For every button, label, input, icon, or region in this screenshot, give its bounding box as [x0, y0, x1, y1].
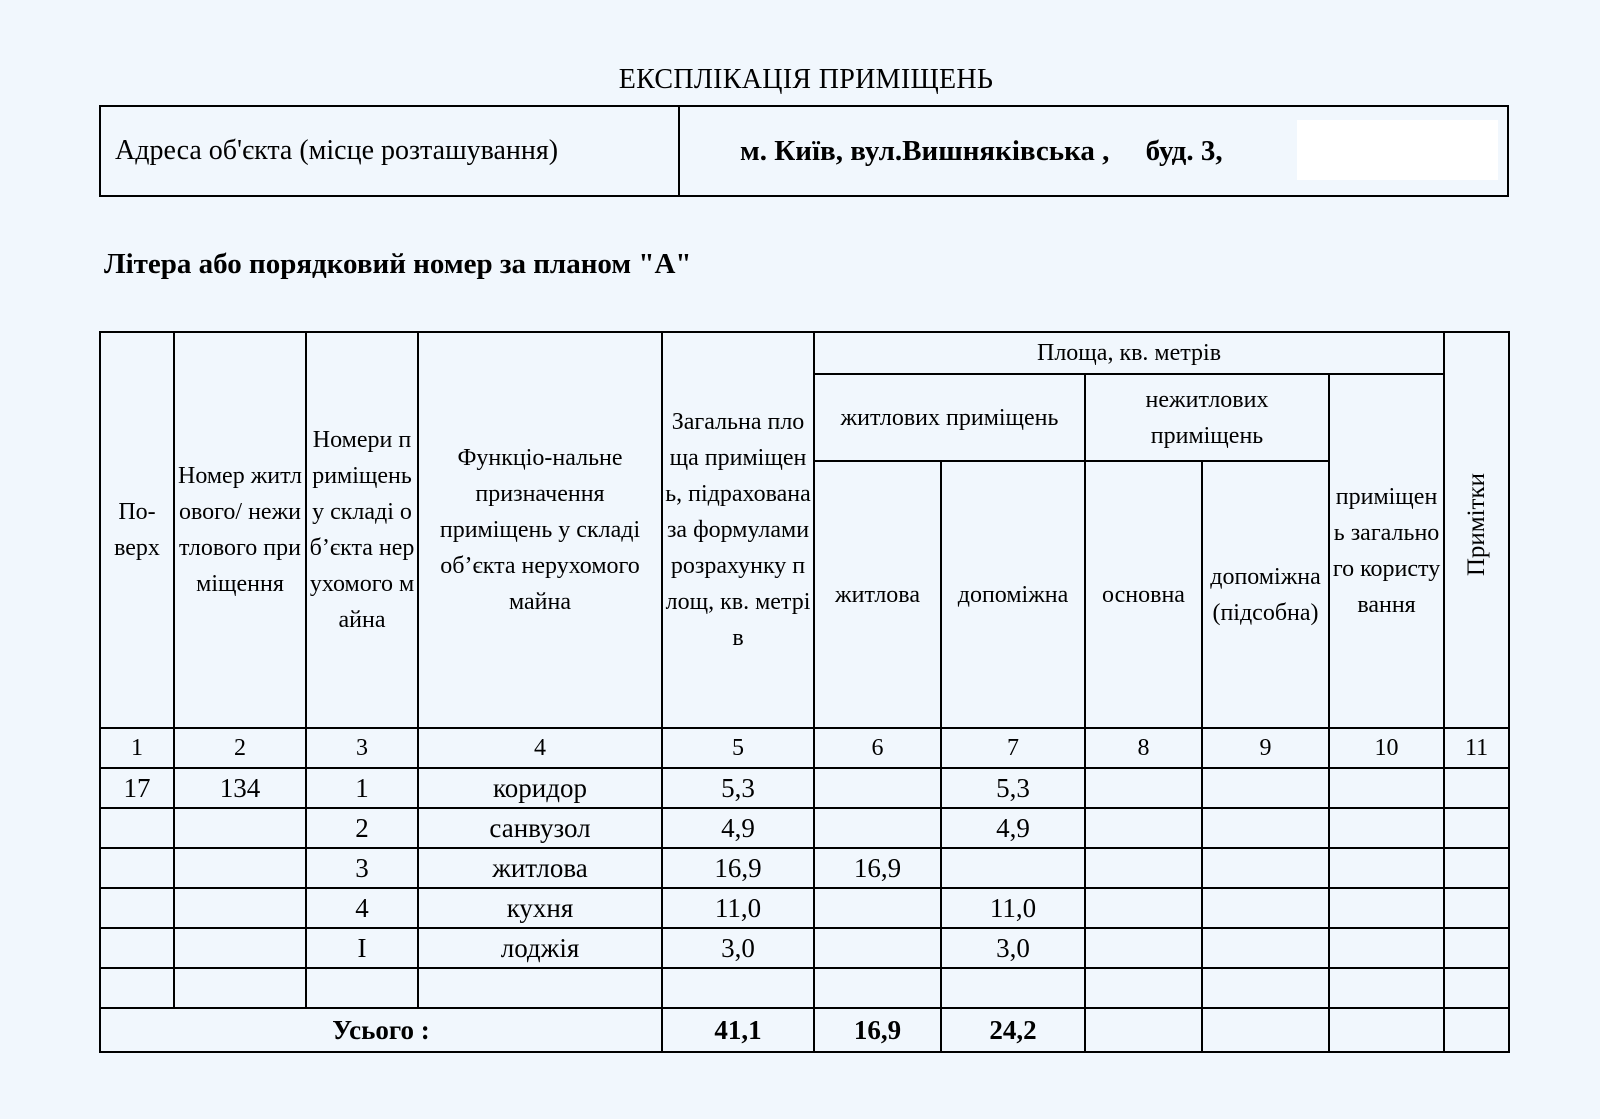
- table-row-empty: [100, 968, 1509, 1008]
- total-row: [100, 1008, 1509, 1052]
- cell-auxiliary-support: [1202, 808, 1329, 848]
- cell-unit: [174, 848, 306, 888]
- address-label: Адреса об'єкта (місце розташування): [101, 107, 680, 195]
- total-area-sum: 41,1: [662, 1008, 814, 1052]
- cell-residential: 16,9: [814, 848, 941, 888]
- column-number: 7: [941, 728, 1085, 768]
- table-row: [100, 768, 1509, 808]
- total-notes: [1444, 1008, 1509, 1052]
- header-area-group: Площа, кв. метрів: [814, 332, 1444, 374]
- cell-total: 11,0: [662, 888, 814, 928]
- cell-unit: [174, 888, 306, 928]
- cell-main: [1085, 848, 1202, 888]
- total-main-sum: [1085, 1008, 1202, 1052]
- cell-common-use: [1329, 848, 1444, 888]
- cell-floor: [100, 928, 174, 968]
- cell-residential: [814, 808, 941, 848]
- total-auxiliary-sum: 24,2: [941, 1008, 1085, 1052]
- cell-room: 3: [306, 848, 418, 888]
- header-residential: житлова: [814, 461, 941, 728]
- header-room-numbers: Номери приміщень у складі об’єкта нерухомого майна: [306, 332, 418, 728]
- cell-floor: [100, 888, 174, 928]
- header-residential-group: житлових приміщень: [814, 374, 1085, 461]
- cell-auxiliary: 11,0: [941, 888, 1085, 928]
- column-number: 3: [306, 728, 418, 768]
- header-total-area: Загальна площа приміщень, підрахована за формулами розрахунку площ, кв. метрів: [662, 332, 814, 728]
- cell-notes: [1444, 768, 1509, 808]
- cell-floor: [100, 808, 174, 848]
- column-number: 11: [1444, 728, 1509, 768]
- cell-common-use: [1329, 888, 1444, 928]
- cell-function: кухня: [418, 888, 662, 928]
- column-number: 8: [1085, 728, 1202, 768]
- cell-empty: [814, 968, 941, 1008]
- cell-empty: [1202, 968, 1329, 1008]
- cell-total: 3,0: [662, 928, 814, 968]
- cell-empty: [662, 968, 814, 1008]
- cell-unit: [174, 808, 306, 848]
- cell-auxiliary-support: [1202, 888, 1329, 928]
- header-main: основна: [1085, 461, 1202, 728]
- cell-room: 1: [306, 768, 418, 808]
- cell-function: житлова: [418, 848, 662, 888]
- column-number: 6: [814, 728, 941, 768]
- cell-total: 5,3: [662, 768, 814, 808]
- cell-notes: [1444, 848, 1509, 888]
- table-row: [100, 928, 1509, 968]
- cell-residential: [814, 768, 941, 808]
- column-number: 10: [1329, 728, 1444, 768]
- header-auxiliary-support: допоміжна (підсобна): [1202, 461, 1329, 728]
- cell-auxiliary-support: [1202, 848, 1329, 888]
- cell-notes: [1444, 888, 1509, 928]
- cell-total: 4,9: [662, 808, 814, 848]
- header-notes-cell: [1444, 332, 1509, 728]
- table-row: [100, 888, 1509, 928]
- cell-auxiliary: 5,3: [941, 768, 1085, 808]
- header-function: Функціо-нальне призначення приміщень у складі об’єкта нерухомого майна: [418, 332, 662, 728]
- column-number-row: [100, 728, 1509, 768]
- column-number: 1: [100, 728, 174, 768]
- cell-unit: [174, 928, 306, 968]
- header-notes: Примітки: [1462, 472, 1490, 577]
- cell-auxiliary: 3,0: [941, 928, 1085, 968]
- cell-empty: [1085, 968, 1202, 1008]
- column-number: 9: [1202, 728, 1329, 768]
- cell-auxiliary: 4,9: [941, 808, 1085, 848]
- litera-line: Літера або порядковий номер за планом "А": [104, 248, 692, 280]
- table-row: [100, 808, 1509, 848]
- cell-unit: 134: [174, 768, 306, 808]
- cell-notes: [1444, 928, 1509, 968]
- header-nonresidential-group: нежитлових приміщень: [1085, 374, 1329, 461]
- table-row: [100, 848, 1509, 888]
- total-auxiliary-support-sum: [1202, 1008, 1329, 1052]
- cell-main: [1085, 888, 1202, 928]
- cell-empty: [306, 968, 418, 1008]
- cell-empty: [174, 968, 306, 1008]
- cell-main: [1085, 768, 1202, 808]
- cell-common-use: [1329, 808, 1444, 848]
- redacted-area: [1297, 120, 1498, 180]
- cell-auxiliary-support: [1202, 928, 1329, 968]
- cell-main: [1085, 808, 1202, 848]
- cell-floor: [100, 848, 174, 888]
- header-common-use: приміщень загального користування: [1329, 374, 1444, 728]
- cell-residential: [814, 888, 941, 928]
- header-auxiliary: допоміжна: [941, 461, 1085, 728]
- address-value: м. Київ, вул.Вишняківська , буд. 3,: [740, 134, 1223, 167]
- cell-room: 4: [306, 888, 418, 928]
- header-floor: По-верх: [100, 332, 174, 728]
- header-unit-number: Номер житлового/ нежитлового приміщення: [174, 332, 306, 728]
- cell-auxiliary: [941, 848, 1085, 888]
- column-number: 4: [418, 728, 662, 768]
- cell-main: [1085, 928, 1202, 968]
- document-title: ЕКСПЛІКАЦІЯ ПРИМІЩЕНЬ: [618, 64, 994, 95]
- explication-table: [99, 331, 1510, 1053]
- cell-notes: [1444, 808, 1509, 848]
- cell-residential: [814, 928, 941, 968]
- cell-function: коридор: [418, 768, 662, 808]
- cell-function: санвузол: [418, 808, 662, 848]
- cell-function: лоджія: [418, 928, 662, 968]
- cell-room: 2: [306, 808, 418, 848]
- cell-common-use: [1329, 768, 1444, 808]
- cell-auxiliary-support: [1202, 768, 1329, 808]
- total-label: Усього :: [100, 1008, 662, 1052]
- cell-total: 16,9: [662, 848, 814, 888]
- cell-empty: [1329, 968, 1444, 1008]
- cell-floor: 17: [100, 768, 174, 808]
- total-common-use-sum: [1329, 1008, 1444, 1052]
- total-residential-sum: 16,9: [814, 1008, 941, 1052]
- cell-empty: [418, 968, 662, 1008]
- cell-empty: [100, 968, 174, 1008]
- cell-room: I: [306, 928, 418, 968]
- column-number: 5: [662, 728, 814, 768]
- cell-common-use: [1329, 928, 1444, 968]
- column-number: 2: [174, 728, 306, 768]
- cell-empty: [941, 968, 1085, 1008]
- cell-empty: [1444, 968, 1509, 1008]
